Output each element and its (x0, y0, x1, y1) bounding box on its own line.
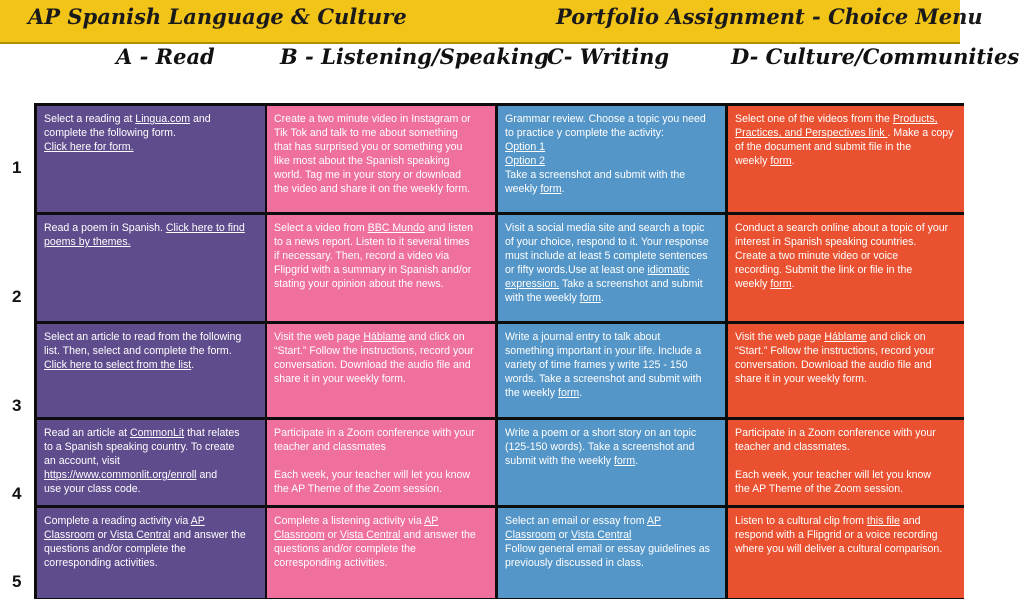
link[interactable]: idiomatic (647, 264, 690, 276)
cell-text-line: stating your opinion about the news. (274, 278, 444, 290)
cell-text-line: Practices, and Perspectives link . Make a copy (735, 127, 954, 139)
link[interactable]: Vista Central (339, 529, 401, 541)
cell-text-line: Select a reading at Lingua.com and (44, 113, 211, 125)
link[interactable]: Option 2 (505, 155, 546, 167)
cell-text-line: Click here to select from the list. (44, 359, 195, 371)
course-title: AP Spanish Language & Culture (28, 4, 407, 29)
link[interactable]: BBC Mundo (367, 222, 425, 234)
row-number: 2 (12, 287, 22, 306)
cell-writing-4 (498, 420, 725, 505)
cell-text-line: Visit the web page Háblame and click on (274, 331, 465, 343)
cell-text-line: where you will deliver a cultural comparison. (735, 543, 943, 555)
cell-text-line: interest in Spanish speaking countries. (735, 236, 917, 248)
cell-text-line: that has surprised you or something you (274, 141, 463, 153)
link[interactable]: form (558, 387, 580, 399)
link[interactable]: Click here to select from the list (44, 359, 192, 371)
link[interactable]: AP (646, 515, 662, 527)
column-header-read: A - Read (116, 44, 215, 69)
link[interactable]: Classroom (274, 529, 325, 541)
link[interactable]: poems by themes. (44, 236, 131, 248)
link[interactable]: form (613, 455, 636, 467)
cell-listening-speaking-3 (267, 324, 495, 417)
cell-text-line: Read an article at CommonLit that relates (44, 427, 240, 439)
cell-culture-1 (728, 106, 964, 212)
cell-text-line: if necessary. Then, record a video via (274, 250, 450, 262)
cell-text-line: Complete a listening activity via AP (274, 515, 439, 527)
link[interactable]: Practices, and Perspectives link (735, 127, 888, 139)
cell-text-line: questions and/or complete the (274, 543, 416, 555)
cell-text-line: to a Spanish speaking country. To create (44, 441, 235, 453)
cell-text-line: list. Then, select and complete the form. (44, 345, 232, 357)
cell-text-line: (125-150 words). Take a screenshot and (505, 441, 695, 453)
link[interactable]: Vista Central (109, 529, 171, 541)
link[interactable]: https://www.commonlit.org/enroll (44, 469, 197, 481)
title-banner (0, 0, 983, 44)
cell-text-line: Classroom or Vista Central (505, 529, 632, 541)
cell-text-line: Classroom or Vista Central and answer the (274, 529, 476, 541)
cell-writing-2 (498, 215, 725, 321)
cell-text-line: complete the following form. (44, 127, 176, 139)
link[interactable]: Click here for form. (44, 141, 134, 153)
column-header-writing: C- Writing (547, 44, 670, 69)
link[interactable]: Products, (892, 113, 938, 125)
cell-text-line: or fifty words.Use at least one idiomatic (505, 264, 690, 276)
cell-culture-5 (728, 508, 964, 598)
cell-text-line: an account, visit (44, 455, 120, 467)
cell-text-line: previously discussed in class. (505, 557, 644, 569)
column-header-listening-speaking: B - Listening/Speaking (280, 44, 549, 69)
cell-text-line: weekly form. (735, 278, 795, 290)
cell-text-line: share it in your weekly form. (274, 373, 406, 385)
blank-line (274, 454, 489, 468)
cell-read-1 (37, 106, 265, 212)
cell-text-line: Visit a social media site and search a topic (505, 222, 705, 234)
cell-text-line: of the document and submit file in the (735, 141, 912, 153)
cell-text-line: something important in your life. Include a (505, 345, 702, 357)
cell-text-line: Flipgrid with a summary in Spanish and/or (274, 264, 472, 276)
cell-writing-1 (498, 106, 725, 212)
cell-text-line: Each week, your teacher will let you know (735, 469, 932, 481)
cell-text-line: expression. Take a screenshot and submit (505, 278, 703, 290)
cell-text-line: conversation. Download the audio file and (274, 359, 471, 371)
cell-read-5 (37, 508, 265, 598)
cell-text-line: questions and/or complete the (44, 543, 186, 555)
cell-culture-3 (728, 324, 964, 417)
link[interactable]: Vista Central (570, 529, 632, 541)
cell-text-line: submit with the weekly form. (505, 455, 639, 467)
cell-text-line: Participate in a Zoom conference with your (274, 427, 475, 439)
cell-text-line: share it in your weekly form. (735, 373, 867, 385)
cell-read-4 (37, 420, 265, 505)
cell-text-line: the AP Theme of the Zoom session. (274, 483, 443, 495)
cell-text-line: conversation. Download the audio file and (735, 359, 932, 371)
row-number: 4 (12, 484, 22, 503)
cell-text-line: words. Take a screenshot and submit with (505, 373, 702, 385)
link[interactable]: form (540, 183, 562, 195)
cell-text-line: Complete a reading activity via AP (44, 515, 205, 527)
cell-text-line: must include at least 5 complete sentences (505, 250, 708, 262)
cell-text-line: Select a video from BBC Mundo and listen (274, 222, 474, 234)
cell-writing-5 (498, 508, 725, 598)
cell-text-line: corresponding activities. (44, 557, 158, 569)
cell-listening-speaking-2 (267, 215, 495, 321)
link[interactable]: Háblame (363, 331, 406, 343)
assignment-title: Portfolio Assignment - Choice Menu (556, 4, 983, 29)
link[interactable]: form (770, 155, 792, 167)
cell-text-line: like most about the Spanish speaking (274, 155, 450, 167)
cell-read-2 (37, 215, 265, 321)
cell-text-line: the weekly form. (505, 387, 583, 399)
cell-text-line: Read a poem in Spanish. Click here to find (44, 222, 245, 234)
link[interactable]: form (770, 278, 792, 290)
cell-text-line: corresponding activities. (274, 557, 388, 569)
cell-text-line: Create a two minute video in Instagram or (274, 113, 471, 125)
cell-writing-3 (498, 324, 725, 417)
link[interactable]: Lingua.com (135, 113, 191, 125)
cell-text-line: Write a journal entry to talk about (505, 331, 661, 343)
cell-text-line: teacher and classmates (274, 441, 386, 453)
row-number: 5 (12, 572, 22, 591)
cell-culture-2 (728, 215, 964, 321)
column-header-culture: D- Culture/Communities (731, 44, 1019, 69)
link[interactable]: AP (424, 515, 439, 527)
cell-text-line: teacher and classmates. (735, 441, 850, 453)
link[interactable]: this file (866, 515, 900, 527)
cell-text-line: Write a poem or a short story on an topic (505, 427, 697, 439)
row-number: 1 (12, 158, 22, 177)
cell-text-line (505, 140, 719, 154)
cell-text-line: to a news report. Listen to it several times (274, 236, 470, 248)
cell-text-line: Participate in a Zoom conference with your (735, 427, 936, 439)
cell-text-line: variety of time frames y write 125 - 150 (505, 359, 688, 371)
cell-text-line: recording. Submit the link or file in the (735, 264, 913, 276)
cell-text-line: Create a two minute video or voice (735, 250, 899, 262)
cell-text-line: of your choice, respond to it. Your response (505, 236, 709, 248)
link[interactable]: Háblame (824, 331, 867, 343)
cell-read-3 (37, 324, 265, 417)
cell-text-line: Grammar review. Choose a topic you need (505, 113, 706, 125)
cell-listening-speaking-5 (267, 508, 495, 598)
link[interactable]: Click here to find (165, 222, 245, 234)
cell-text-line: Each week, your teacher will let you know (274, 469, 471, 481)
link[interactable]: expression. (505, 278, 560, 290)
cell-text-line: world. Tag me in your story or download (274, 169, 462, 181)
row-number: 3 (12, 396, 22, 415)
link[interactable]: Classroom (505, 529, 556, 541)
cell-text-line: Select an article to read from the following (44, 331, 242, 343)
cell-text-line: use your class code. (44, 483, 141, 495)
link[interactable]: AP (190, 515, 205, 527)
cell-text-line: Tik Tok and talk to me about something (274, 127, 458, 139)
cell-text-line: Classroom or Vista Central and answer the (44, 529, 246, 541)
cell-text-line: with the weekly form. (505, 292, 604, 304)
cell-text-line: Follow general email or essay guidelines as (505, 543, 710, 555)
cell-text-line: the AP Theme of the Zoom session. (735, 483, 904, 495)
cell-text-line: weekly form. (505, 183, 565, 195)
cell-text-line: Select one of the videos from the Products, (735, 113, 938, 125)
cell-listening-speaking-4 (267, 420, 495, 505)
blank-line (735, 454, 958, 468)
cell-culture-4 (728, 420, 964, 505)
cell-text-line: to practice y complete the activity: (505, 127, 664, 139)
link[interactable]: Classroom (44, 529, 95, 541)
cell-text-line (44, 140, 259, 154)
cell-text-line: Select an email or essay from AP (505, 515, 662, 527)
cell-text-line: “Start.” Follow the instructions, record your (274, 345, 474, 357)
link[interactable]: form (579, 292, 601, 304)
cell-text-line: Conduct a search online about a topic of your (735, 222, 949, 234)
cell-text-line: “Start.” Follow the instructions, record your (735, 345, 935, 357)
link[interactable]: Option 1 (505, 141, 546, 153)
link[interactable]: CommonLit (129, 427, 185, 439)
cell-text-line: Visit the web page Háblame and click on (735, 331, 926, 343)
cell-listening-speaking-1 (267, 106, 495, 212)
choice-menu-grid (34, 103, 964, 599)
cell-text-line (505, 154, 719, 168)
cell-text-line: Take a screenshot and submit with the (505, 169, 686, 181)
cell-text-line: respond with a Flipgrid or a voice recording (735, 529, 938, 541)
cell-text-line: Listen to a cultural clip from this file and (735, 515, 921, 527)
cell-text-line (44, 235, 259, 249)
cell-text-line: https://www.commonlit.org/enroll and (44, 469, 218, 481)
cell-text-line: the video and share it on the weekly form. (274, 183, 471, 195)
cell-text-line: weekly form. (735, 155, 795, 167)
